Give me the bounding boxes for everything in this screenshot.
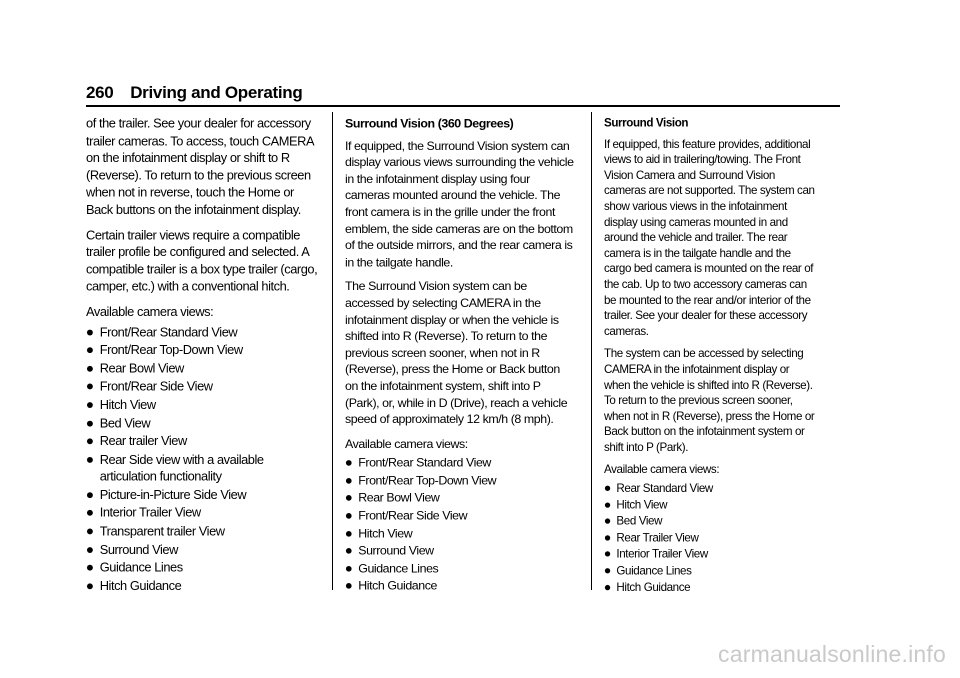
list-item: Hitch View <box>345 525 574 542</box>
column-divider-2 <box>591 112 592 590</box>
list-item: Rear Side view with a available articulation functionality <box>86 451 323 485</box>
watermark: carmanualsonline.info <box>718 641 946 667</box>
list-item: Rear Trailer View <box>604 530 817 546</box>
col2-paragraph-1: If equipped, the Surround Vision system can display various views surrounding the vehicle in the infotainment display using four cameras mounted around the vehicle. The front camera is in the grille under the front emblem, the side cameras are on the bottom of the outside mirrors, and the rear camera is in the tailgate handle. <box>345 138 574 269</box>
col3-paragraph-2: The system can be accessed by selecting CAMERA in the infotainment display or when the vehicle is shifted into R (Reverse). To return to the previous screen sooner, when not in R (Reverse), press the Home or Back button on the infotainment system or shift into P (Park). <box>604 346 815 454</box>
list-item: Rear Standard View <box>604 480 817 496</box>
col3-views-label: Available camera views: <box>604 462 720 477</box>
section-title: Driving and Operating <box>130 83 303 102</box>
list-item: Interior Trailer View <box>604 546 817 562</box>
list-item: Rear Bowl View <box>86 360 323 377</box>
list-item: Bed View <box>86 414 323 431</box>
list-item: Rear trailer View <box>86 433 323 450</box>
col3-heading: Surround Vision <box>604 115 689 130</box>
list-item: Guidance Lines <box>86 559 323 576</box>
list-item: Surround View <box>86 541 323 558</box>
list-item: Hitch Guidance <box>345 578 574 595</box>
col2-paragraph-2: The Surround Vision system can be accessed by selecting CAMERA in the infotainment display or when the vehicle is shifted into R (Reverse). To return to the previous screen sooner, when not in R (Reverse), press the Home or Back button on the infotainment system, shift into P (Park), or, while in D (Drive), reach a vehicle speed of approximately 12 km/h (8 mph). <box>345 278 568 427</box>
list-item: Transparent trailer View <box>86 523 323 540</box>
list-item: Guidance Lines <box>604 563 817 579</box>
col1-paragraph-2: Certain trailer views require a compatible trailer profile be configured and selected. A compatible trailer is a box type trailer (cargo, camper, etc.) with a conventional hitch. <box>86 227 318 294</box>
list-item: Hitch View <box>604 497 817 513</box>
column-1 <box>86 115 323 600</box>
col2-views-label: Available camera views: <box>345 436 468 451</box>
col2-camera-views-list <box>345 455 574 595</box>
list-item: Bed View <box>604 513 817 529</box>
list-item: Front/Rear Standard View <box>345 455 574 472</box>
col3-camera-views-list <box>604 480 817 595</box>
list-item: Front/Rear Top-Down View <box>345 472 574 489</box>
page-header <box>86 83 840 107</box>
col1-camera-views-list <box>86 323 323 594</box>
list-item: Front/Rear Top-Down View <box>86 341 323 358</box>
list-item: Picture-in-Picture Side View <box>86 486 323 503</box>
list-item: Guidance Lines <box>345 560 574 577</box>
col3-paragraph-1: If equipped, this feature provides, additional views to aid in trailering/towing. The Front Vision Camera and Surround Vision cameras are not supported. The system can show various views in the infotainment display using cameras mounted in and around the vehicle and trailer. The rear camera is in the tailgate handle and the cargo bed camera is mounted on the rear of the cab. Up to two accessory cameras can be mounted to the rear and/or interior of the trailer. See your dealer for these accessory cameras. <box>604 136 815 338</box>
column-divider-1 <box>332 112 333 590</box>
list-item: Hitch Guidance <box>604 579 817 595</box>
page-number: 260 <box>86 83 114 102</box>
list-item: Surround View <box>345 543 574 560</box>
col2-heading: Surround Vision (360 Degrees) <box>345 115 514 131</box>
col1-paragraph-1: of the trailer. See your dealer for accessory trailer cameras. To access, touch CAMERA on the infotainment display or shift to R (Reverse). To return to the previous screen when not in reverse, touch the Home or Back buttons on the infotainment display. <box>86 115 314 217</box>
list-item: Hitch View <box>86 396 323 413</box>
column-2 <box>345 115 574 600</box>
column-3 <box>604 115 817 600</box>
list-item: Front/Rear Side View <box>345 507 574 524</box>
list-item: Front/Rear Side View <box>86 378 323 395</box>
list-item: Front/Rear Standard View <box>86 323 323 340</box>
list-item: Hitch Guidance <box>86 577 323 594</box>
list-item: Interior Trailer View <box>86 504 323 521</box>
list-item: Rear Bowl View <box>345 490 574 507</box>
col1-views-label: Available camera views: <box>86 304 214 319</box>
